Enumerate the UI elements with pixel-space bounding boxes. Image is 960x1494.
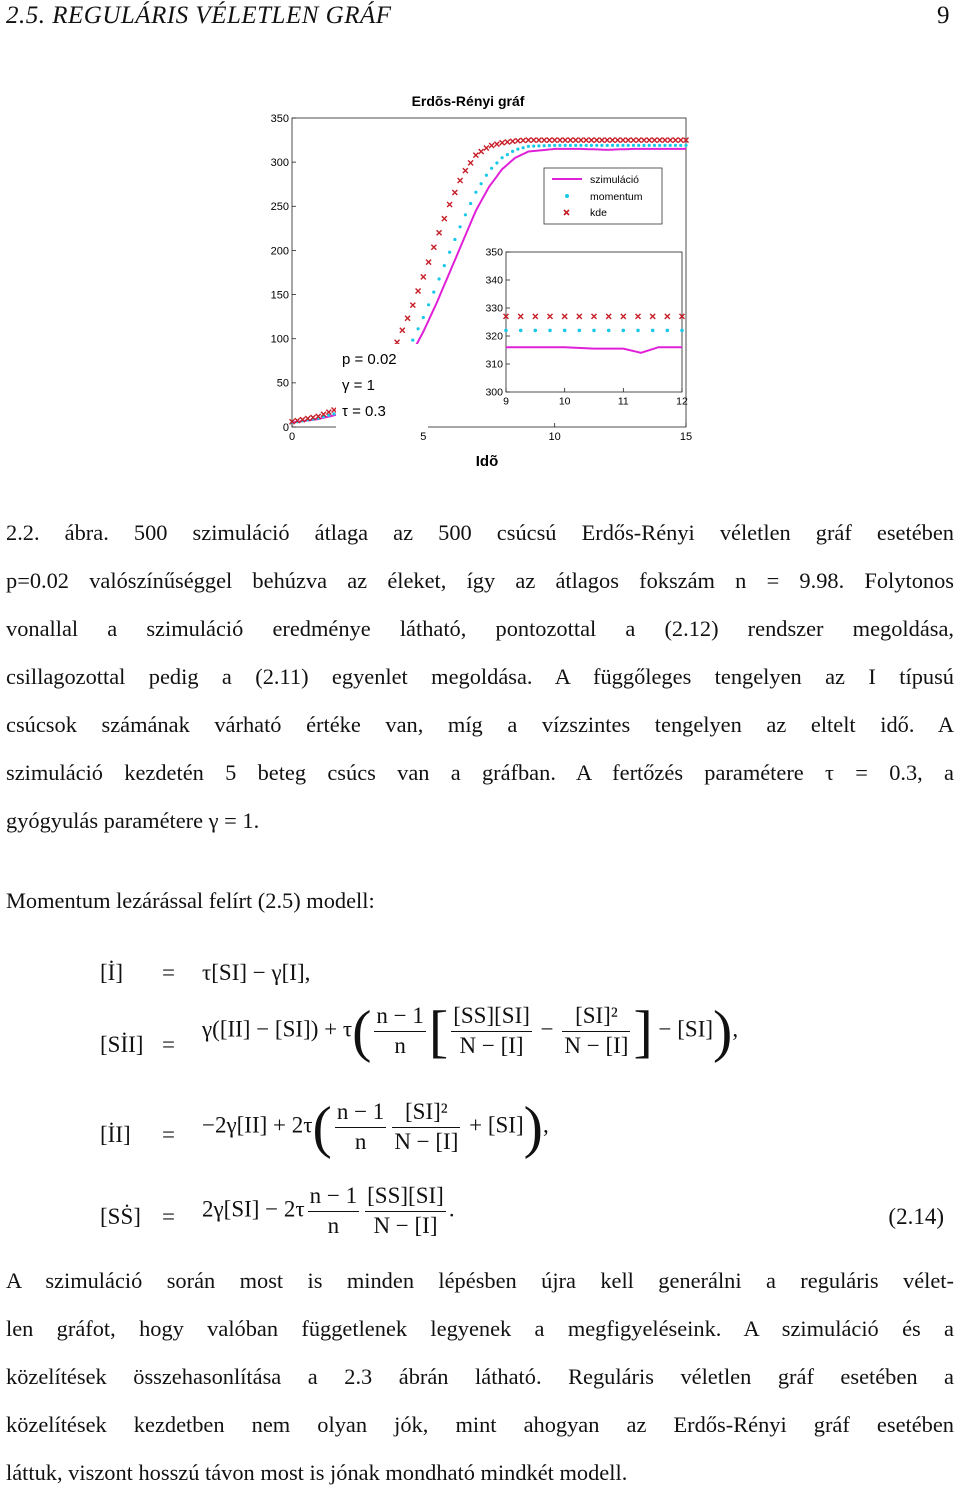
main-y-tick-label: 50 [276,377,289,390]
data-point-momentum [480,182,483,185]
data-point-momentum [448,251,451,254]
data-point-kde [416,289,421,294]
paren-open: ( [352,998,372,1064]
data-point-momentum [648,144,651,147]
eq1-rhs: τ[SI] − γ[I], [202,960,311,985]
inset-data-point-momentum [622,329,626,333]
data-point-momentum [627,144,630,147]
paren-close: ) [713,998,733,1064]
chart-title: Erdõs-Rényi gráf [411,93,525,109]
data-point-kde [557,138,562,143]
body-line: A szimuláció során most is minden lépésben újra kell generálni a reguláris vélet- [6,1268,954,1293]
data-point-momentum [474,191,477,194]
eq4-rhs [202,1182,455,1241]
data-point-kde [589,138,594,143]
caption-line: gyógyulás paramétere γ = 1. [6,808,260,833]
inset-x-tick-label: 9 [503,395,509,408]
data-point-kde [673,138,678,143]
inset-y-tick-label: 340 [485,274,503,287]
data-point-momentum [564,144,567,147]
data-point-kde [489,143,494,148]
data-point-kde [610,138,615,143]
inset-data-point-momentum [563,329,567,333]
data-point-kde [578,138,583,143]
main-y-tick-label: 150 [270,289,289,302]
data-point-kde [426,260,431,265]
chart-legend [544,168,662,224]
data-point-kde [615,138,620,143]
data-point-momentum [642,144,645,147]
main-y-tick-label: 0 [282,421,289,434]
data-point-momentum [411,339,414,342]
data-point-kde [431,245,436,250]
inset-background [506,252,682,392]
body-line: láttuk, viszont hosszú távon most is jónak mondható mindkét modell. [6,1460,628,1485]
data-point-momentum [485,174,488,177]
data-point-kde [662,138,667,143]
eq4-equals: = [162,1204,175,1229]
eq4-frac-ss: $\frac{[SS][SI]}{N - [I]}$ [367,1183,444,1238]
data-point-kde [584,138,589,143]
legend-kde-label: kde [590,207,607,219]
equation-row-3 [90,1094,950,1168]
main-x-tick-label: 0 [288,431,296,443]
inset-x-tick-label: 12 [676,395,688,408]
data-point-kde [636,138,641,143]
inset-data-point-momentum [578,329,582,333]
inset-data-point-momentum [666,329,670,333]
eq3-frac-n: $\frac{n - 1}{n}$ [336,1099,385,1154]
inset-x-tick-label: 10 [558,395,571,408]
inset-data-point-momentum [548,329,552,333]
data-point-momentum [600,144,603,147]
data-point-momentum [684,144,687,147]
data-point-kde [647,138,652,143]
main-y-tick-label: 350 [270,112,289,125]
eq2-equals: = [162,1032,175,1057]
data-point-kde [468,160,473,165]
eq2-tail: , [732,1016,739,1042]
main-y-tick-label: 100 [270,333,289,346]
data-point-momentum [516,148,519,151]
data-point-momentum [606,144,609,147]
eq4-term-a: 2γ[SI] − 2τ [202,1196,305,1222]
data-point-momentum [543,144,546,147]
equation-block-2-14 [90,946,960,1246]
data-point-momentum [506,153,509,156]
data-point-momentum [611,144,614,147]
data-point-momentum [663,144,666,147]
eq2-frac-si2: $\frac{\text{[SI]²}}{N - [I]}$ [564,1003,629,1058]
eq2-frac-n: $\frac{n - 1}{n}$ [376,1003,424,1058]
data-point-momentum [537,144,540,147]
legend-momentum-swatch [565,194,569,198]
annotation-gamma: γ = 1 [342,377,375,394]
data-point-kde [458,178,463,183]
data-point-kde [641,138,646,143]
data-point-momentum [590,144,593,147]
inset-data-point-momentum [519,329,523,333]
data-point-momentum [464,213,467,216]
main-x-tick-label: 10 [548,431,561,443]
data-point-kde [463,168,468,173]
x-axis-label: Idõ [475,453,499,470]
equation-row-4 [90,1182,950,1246]
chart-figure [250,82,710,474]
data-point-kde [552,138,557,143]
eq3-equals: = [162,1122,175,1147]
data-point-kde [442,216,447,221]
main-y-tick-label: 200 [270,245,289,258]
data-point-momentum [548,144,551,147]
section-title: 2.5. REGULÁRIS VÉLETLEN GRÁF [6,2,392,29]
main-y-tick-label: 250 [270,201,289,214]
data-point-momentum [621,144,624,147]
inset-x-tick-label: 11 [617,395,629,408]
data-point-kde [447,202,452,207]
caption-line: csillagozottal pedig a (2.11) egyenlet megoldása. A függőleges tengelyen az I típusú [6,664,954,689]
data-point-momentum [501,156,504,159]
data-point-kde [473,153,478,158]
data-point-momentum [527,145,530,148]
data-point-kde [657,138,662,143]
data-point-kde [452,190,457,195]
eq2-frac-ss: $\frac{[SS][SI]}{N - [I]}$ [453,1003,530,1058]
data-point-kde [531,138,536,143]
data-point-momentum [569,144,572,147]
inset-data-point-momentum [504,329,508,333]
data-point-kde [620,138,625,143]
data-point-kde [421,274,426,279]
body-line: közelítések összehasonlítása a 2.3 ábrán látható. Reguláris véletlen gráf esetében a [6,1364,954,1389]
annotation-p: p = 0.02 [342,351,397,368]
caption-line: vonallal a szimuláció eredménye látható, pontozottal a (2.12) rendszer megoldása, [6,616,954,641]
data-point-kde [573,138,578,143]
data-point-momentum [553,144,556,147]
data-point-momentum [432,291,435,294]
inset-data-point-momentum [651,329,655,333]
inset-data-point-momentum [636,329,640,333]
inset-y-tick-label: 350 [485,246,503,259]
eq2-minus: − [540,1016,554,1042]
inset-y-tick-label: 300 [485,386,503,399]
data-point-momentum [453,238,456,241]
data-point-momentum [438,277,441,280]
legend-momentum-label: momentum [590,191,643,203]
data-point-kde [405,316,410,321]
data-point-kde [410,303,415,308]
page-header [6,0,950,34]
eq3-tail: , [542,1112,549,1138]
data-point-momentum [422,316,425,319]
paren-open: ( [312,1094,332,1160]
data-point-momentum [579,144,582,147]
data-point-kde [510,139,515,144]
eq2-term-b: − [SI] [658,1016,714,1042]
eq3-term-a: −2γ[II] + 2τ [202,1112,313,1138]
eq3-lhs: [İI] [100,1122,131,1147]
data-point-momentum [522,146,525,149]
data-point-kde [599,138,604,143]
eq4-lhs: [SṠ] [100,1204,141,1229]
data-point-kde [594,138,599,143]
eq1-equals: = [162,960,175,985]
bracket-open: [ [428,998,449,1064]
annotation-tau: τ = 0.3 [342,403,386,420]
inset-y-tick-label: 320 [485,330,503,343]
data-point-kde [526,138,531,143]
bracket-close: ] [633,998,653,1064]
paren-close: ) [523,1094,543,1160]
data-point-momentum [495,161,498,164]
data-point-momentum [490,167,493,170]
eq3-term-b: + [SI] [469,1112,524,1138]
caption-line: p=0.02 valószínűséggel behúzva az éleket, így az átlagos fokszám n = 9.98. Folytonos [6,568,954,593]
data-point-momentum [511,150,514,153]
data-point-kde [395,340,400,345]
data-point-kde [505,140,510,145]
data-point-kde [515,138,520,143]
data-point-momentum [427,303,430,306]
data-point-momentum [632,144,635,147]
equation-row-2 [90,998,950,1082]
data-point-momentum [469,202,472,205]
data-point-momentum [679,144,682,147]
data-point-momentum [585,144,588,147]
data-point-kde [631,138,636,143]
data-point-kde [626,138,631,143]
inset-data-point-momentum [534,329,538,333]
body-line: len gráfot, hogy valóban függetlenek legyenek a megfigyeléseink. A szimuláció és a [6,1316,954,1341]
data-point-momentum [674,144,677,147]
inset-data-point-momentum [680,329,684,333]
page-number: 9 [937,2,950,29]
inset-data-point-momentum [607,329,611,333]
data-point-momentum [637,144,640,147]
data-point-kde [605,138,610,143]
inset-axes [485,247,688,408]
caption-line: csúcsok számának várható értéke van, míg a vízszintes tengelyen az eltelt idő. A [6,712,954,737]
data-point-kde [521,138,526,143]
data-point-kde [437,230,442,235]
data-point-kde [536,138,541,143]
data-point-kde [479,149,484,154]
data-point-momentum [595,144,598,147]
equation-number: (2.14) [888,1204,944,1229]
eq3-rhs [202,1094,549,1160]
caption-line: 2.2. ábra. 500 szimuláció átlaga az 500 csúcsú Erdős-Rényi véletlen gráf esetében [6,520,954,545]
data-point-kde [500,140,505,145]
eq2-rhs [202,998,739,1064]
intro-text: Momentum lezárással felírt (2.5) modell: [6,888,375,913]
main-x-tick-label: 15 [679,431,693,443]
data-point-kde [494,142,499,147]
data-point-momentum [653,144,656,147]
main-x-tick-label: 5 [420,431,427,443]
data-point-kde [652,138,657,143]
data-point-kde [668,138,673,143]
data-point-kde [547,138,552,143]
data-point-kde [332,408,337,413]
data-point-momentum [669,144,672,147]
eq1-lhs: [İ] [100,960,123,985]
caption-line: szimuláció kezdetén 5 beteg csúcs van a gráfban. A fertőzés paramétere τ = 0.3, a [6,760,954,785]
data-point-kde [568,138,573,143]
data-point-momentum [417,327,420,330]
data-point-momentum [558,144,561,147]
data-point-momentum [443,264,446,267]
data-point-momentum [616,144,619,147]
eq3-frac-si2: $\frac{\text{[SI]²}}{N - [I]}$ [394,1099,459,1154]
data-point-kde [678,138,683,143]
main-y-tick-label: 300 [270,156,289,169]
inset-y-tick-label: 310 [485,358,503,371]
data-point-kde [563,138,568,143]
data-point-kde [542,138,547,143]
data-point-kde [400,328,405,333]
eq4-frac-n: $\frac{n - 1}{n}$ [309,1183,358,1238]
inset-data-point-momentum [592,329,596,333]
eq2-lhs: [SİI] [100,1032,144,1057]
data-point-momentum [459,225,462,228]
data-point-momentum [658,144,661,147]
inset-y-tick-label: 330 [485,302,503,315]
data-point-kde [484,146,489,151]
legend-sim-label: szimuláció [590,174,640,186]
data-point-momentum [332,412,335,415]
data-point-momentum [532,145,535,148]
eq4-tail: . [448,1196,455,1222]
body-line: közelítések kezdetben nem olyan jók, mint ahogyan az Erdős-Rényi gráf esetében [6,1412,954,1437]
eq2-term-a: γ([II] − [SI]) + τ [202,1016,353,1042]
data-point-momentum [574,144,577,147]
